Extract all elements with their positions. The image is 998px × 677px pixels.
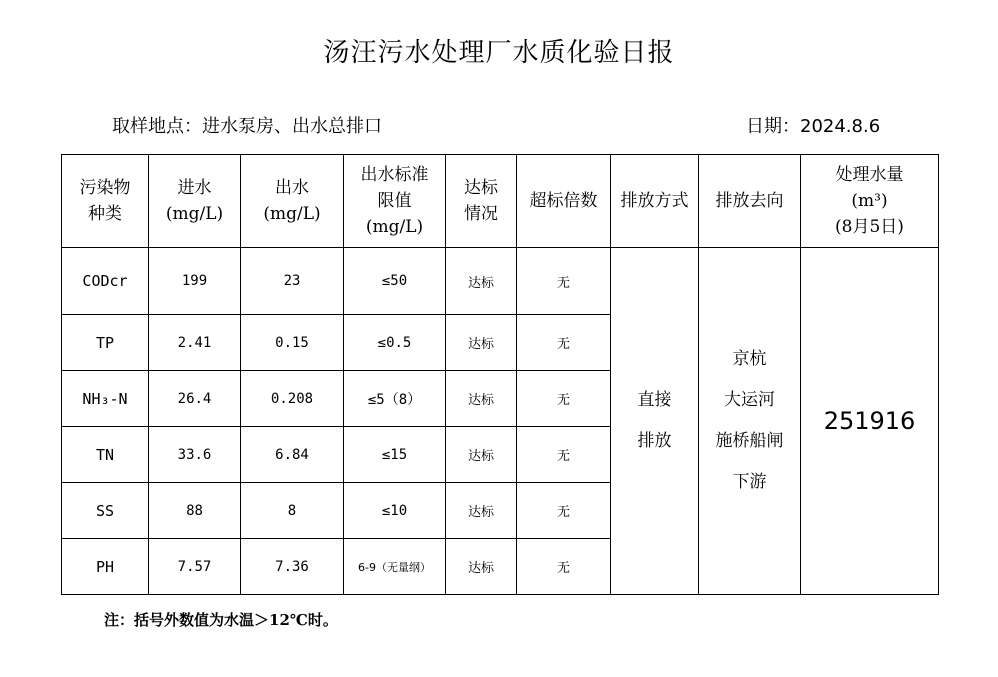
pollutant-cell: NH₃-N: [62, 371, 149, 427]
status-cell: 达标: [446, 315, 517, 371]
exceed-cell: 无: [517, 371, 611, 427]
outflow-cell: 6.84: [241, 427, 344, 483]
discharge-destination-cell: 京杭 大运河 施桥船闸 下游: [699, 248, 801, 595]
limit-cell: ≤10: [344, 483, 446, 539]
outflow-cell: 23: [241, 248, 344, 315]
inflow-cell: 88: [149, 483, 241, 539]
report-title: 汤汪污水处理厂水质化验日报: [323, 38, 675, 68]
pollutant-cell: PH: [62, 539, 149, 595]
pollutant-cell: TP: [62, 315, 149, 371]
header-exceed: 超标倍数: [517, 155, 611, 248]
sample-location: 取样地点：进水泵房、出水总排口: [112, 116, 382, 137]
status-cell: 达标: [446, 427, 517, 483]
status-cell: 达标: [446, 248, 517, 315]
discharge-method-cell: 直接 排放: [611, 248, 699, 595]
treated-volume-cell: 251916: [801, 248, 939, 595]
header-limit: 出水标准 限值 (mg/L): [344, 155, 446, 248]
exceed-cell: 无: [517, 248, 611, 315]
outflow-cell: 8: [241, 483, 344, 539]
outflow-cell: 7.36: [241, 539, 344, 595]
limit-cell: ≤50: [344, 248, 446, 315]
header-row: [62, 155, 939, 248]
inflow-cell: 199: [149, 248, 241, 315]
header-outflow: 出水 (mg/L): [241, 155, 344, 248]
exceed-cell: 无: [517, 483, 611, 539]
status-cell: 达标: [446, 371, 517, 427]
limit-cell: ≤15: [344, 427, 446, 483]
limit-cell: ≤0.5: [344, 315, 446, 371]
footnote: 注：括号外数值为水温＞12℃时。: [104, 611, 338, 629]
header-inflow: 进水 (mg/L): [149, 155, 241, 248]
exceed-cell: 无: [517, 539, 611, 595]
pollutant-cell: TN: [62, 427, 149, 483]
header-compliance: 达标 情况: [446, 155, 517, 248]
status-cell: 达标: [446, 483, 517, 539]
pollutant-cell: CODcr: [62, 248, 149, 315]
inflow-cell: 2.41: [149, 315, 241, 371]
outflow-cell: 0.208: [241, 371, 344, 427]
inflow-cell: 26.4: [149, 371, 241, 427]
exceed-cell: 无: [517, 427, 611, 483]
header-pollutant: 污染物 种类: [62, 155, 149, 248]
report-date: 日期：2024.8.6: [746, 116, 881, 137]
status-cell: 达标: [446, 539, 517, 595]
header-treated-volume: 处理水量 (m³) (8月5日): [801, 155, 939, 248]
exceed-cell: 无: [517, 315, 611, 371]
header-discharge-destination: 排放去向: [699, 155, 801, 248]
header-discharge-method: 排放方式: [611, 155, 699, 248]
table-row: [62, 248, 939, 315]
inflow-cell: 7.57: [149, 539, 241, 595]
outflow-cell: 0.15: [241, 315, 344, 371]
inflow-cell: 33.6: [149, 427, 241, 483]
limit-cell: ≤5（8）: [344, 371, 446, 427]
water-quality-table: [61, 154, 939, 595]
limit-cell: 6-9（无量纲）: [344, 539, 446, 595]
pollutant-cell: SS: [62, 483, 149, 539]
